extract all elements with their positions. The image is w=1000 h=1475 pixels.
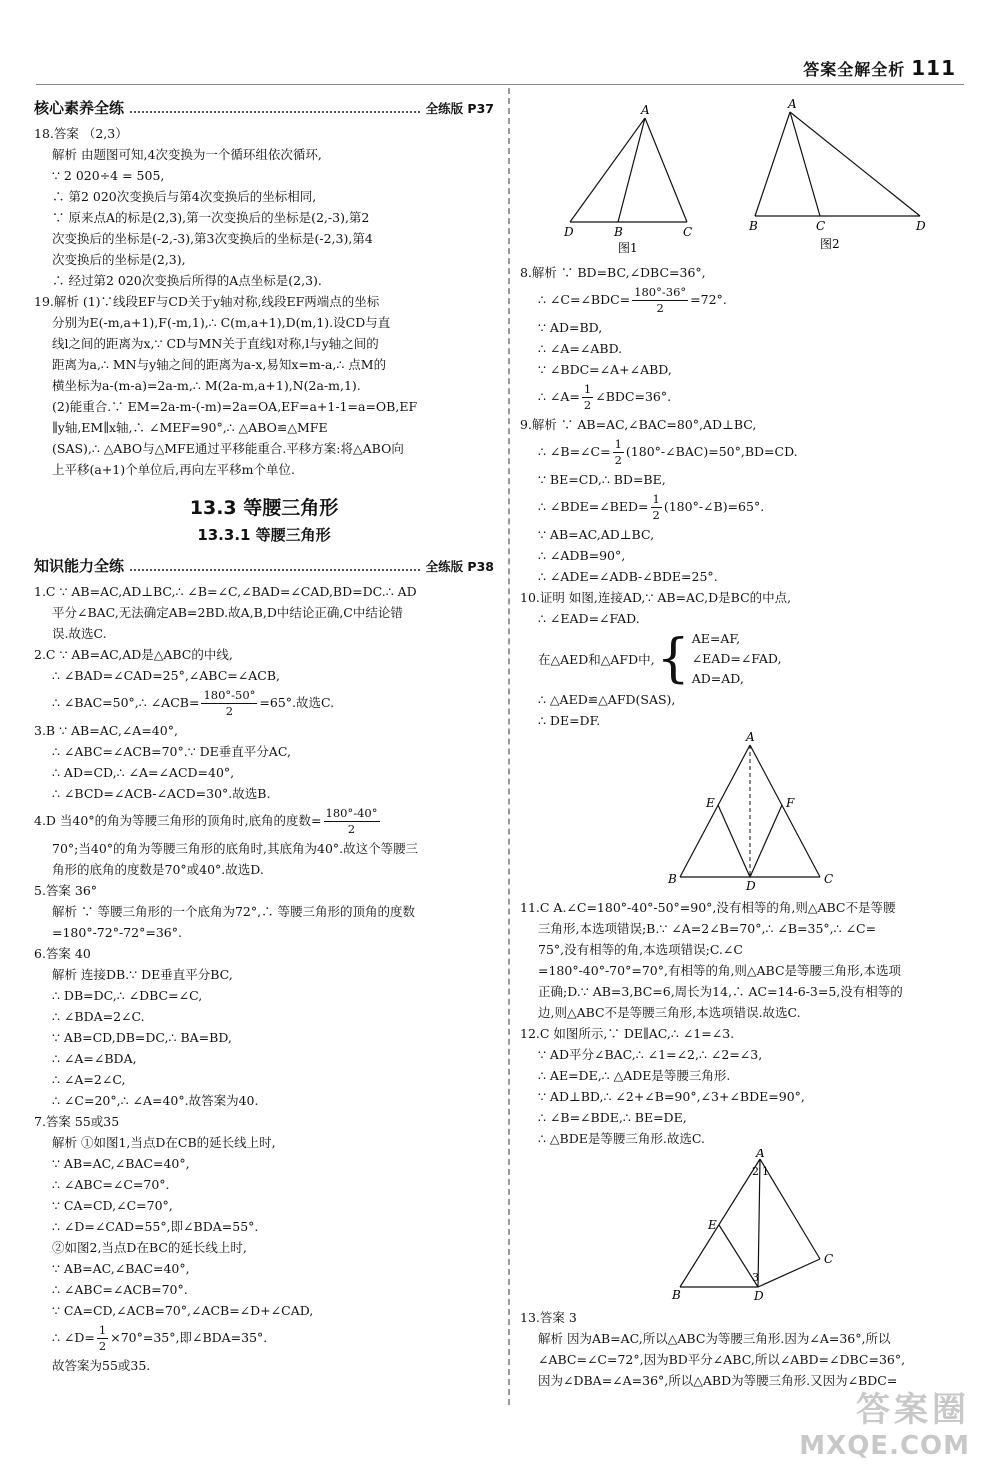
text-line: ∵ 原来点A的标是(2,3),第一次变换后的坐标是(2,-3),第2 [52,210,370,225]
text-line: ∵ AB=CD,DB=DC,∴ BA=BD, [52,1030,232,1045]
point-label: B [668,872,677,886]
fraction [324,806,380,837]
answer-2 [34,644,494,720]
point-label: E [706,796,715,810]
answer-7 [34,1111,494,1376]
text-line: 70°;当40°的角为等腰三角形的底角时,其底角为40°.故这个等腰三 [52,841,419,856]
text-line: 次变换后的坐标是(2,3), [52,252,186,267]
figure-4-diagram [520,1149,968,1301]
text-line: 11.C A.∠C=180°-40°-50°=90°,没有相等的角,则△ABC不是等腰 [520,900,896,915]
leader-dots [130,561,420,571]
text-line: 9.解析 ∵ AB=AC,∠BAC=80°,AD⊥BC, [520,417,757,432]
text-line: ∥y轴,EM∥x轴,∴ ∠MEF=90°,∴ △ABO≌△MFE [52,420,328,435]
figures-1-2 [520,96,968,256]
text-span: =65°.故选C. [259,695,335,710]
answer-8 [520,262,968,414]
section-label: 知识能力全练 [34,557,125,575]
point-label: B [614,225,623,239]
page-header [803,56,956,80]
text-line: 12.C 如图所示,∵ DE∥AC,∴ ∠1=∠3. [520,1026,735,1041]
text-line: 边,则△ABC不是等腰三角形,本选项错误.故选C. [538,1005,801,1020]
watermark-line: 答案圈 [856,1390,970,1430]
point-label: A [746,731,755,744]
text-line: ∵ 2 020÷4 = 505, [52,168,165,183]
text-line: 8.解析 ∵ BD=BC,∠DBC=36°, [520,265,706,280]
answer-12 [520,1023,968,1149]
text-line: 误.故选C. [52,626,107,641]
text-line: ∵ AD=BD, [538,320,603,335]
text-line: 解析 因为AB=AC,所以△ABC为等腰三角形.因为∠A=36°,所以 [538,1331,891,1346]
text-span: ∴ ∠BAC=50°,∴ ∠ACB= [52,695,200,710]
text-line: ②如图2,当点D在BC的延长线上时, [52,1240,247,1255]
formula-line [34,686,494,720]
section-header-core [34,98,494,119]
answer-11 [520,897,968,1023]
text-line: ∴ ∠A=∠ABD. [538,341,623,356]
text-line: 平分∠BAC,无法确定AB=2BD.故A,B,D中结论正确,C中结论错 [52,605,403,620]
numerator: 180°-36° [634,285,687,299]
text-line: 75°,没有相等的角,本选项错误;C.∠C [538,942,743,957]
text-span: ∴ ∠C=∠BDC= [538,292,631,307]
text-line: ∵ AD⊥BD,∴ ∠2+∠B=90°,∠3+∠BDE=90°, [538,1089,805,1104]
case-line: AE=AF, [691,631,741,646]
watermark [799,1382,970,1461]
text-line: ∴ AE=DE,∴ △ADE是等腰三角形. [538,1068,731,1083]
text-line: 线l之间的距离为x,∵ CD与MN关于直线l对称,l与y轴之间的 [52,336,379,351]
answer-10 [520,587,968,731]
angle-label: 1 [762,1165,769,1178]
text-line: =180°-40°-70°=70°,有相等的角,则△ABC是等腰三角形,本选项 [538,963,902,978]
text-line: ∴ ∠D=∠CAD=55°,即∠BDA=55°. [52,1219,259,1234]
text-line: 2.C ∵ AB=AC,AD是△ABC的中线, [34,647,233,662]
text-line: ∵ BE=CD,∴ BD=BE, [538,472,666,487]
text-span: ∴ ∠D= [52,1330,95,1345]
figure-caption: 图2 [820,237,840,251]
section-ref: 全练版 P38 [425,559,494,574]
denominator: 2 [614,453,622,467]
text-line: ∴ ∠ADE=∠ADB-∠BDE=25°. [538,569,718,584]
point-label: B [672,1288,681,1301]
text-line: ∴ ∠BCD=∠ACB-∠ACD=30°.故选B. [52,786,271,801]
text-line: ∠ABC=∠C=72°,因为BD平分∠ABC,所以∠ABD=∠DBC=36°, [538,1352,906,1367]
text-line: ∴ DB=DC,∴ ∠DBC=∠C, [52,988,203,1003]
text-line: 解析 连接DB.∵ DE垂直平分BC, [52,967,233,982]
answer-4 [34,804,494,880]
angle-label: 2 [752,1165,759,1178]
text-line: 解析 ∵ 等腰三角形的一个底角为72°,∴ 等腰三角形的顶角的度数 [52,904,416,919]
text-line: ∴ ∠BAD=∠CAD=25°,∠ABC=∠ACB, [52,668,280,683]
text-line: ∴ ∠ABC=∠ACB=70°. [52,1282,188,1297]
answer-19 [34,291,494,480]
point-label: F [786,796,795,810]
fraction [582,382,593,413]
point-label: C [683,225,693,239]
text-line: =180°-72°-72°=36°. [52,925,182,940]
text-line: ∴ 经过第2 020次变换后所得的A点坐标是(2,3). [52,273,322,288]
numerator: 1 [583,382,592,396]
text-span: ∠BDC=36°. [595,389,672,404]
figure-2-diagram [748,97,926,251]
answer-18 [34,123,494,291]
point-label: C [824,1252,834,1266]
text-line: ∴ ∠ABC=∠C=70°. [52,1177,170,1192]
text-line: 18.答案 （2,3） [34,126,128,141]
text-span: =72°. [690,292,727,307]
answer-5 [34,880,494,943]
denominator: 2 [347,822,356,836]
text-line: 横坐标为a-(m-a)=2a-m,∴ M(2a-m,a+1),N(2a-m,1). [52,378,361,393]
numerator: 180°-40° [325,806,378,820]
text-line: ∴ ∠ADB=90°, [538,548,626,563]
text-line: 距离为a,∴ MN与y轴之间的距离为a-x,易知x=m-a,∴ 点M的 [52,357,387,372]
text-line: 解析 ①如图1,当点D在CB的延长线上时, [52,1135,276,1150]
text-line: 19.解析 (1)∵线段EF与CD关于y轴对称,线段EF两端点的坐标 [34,294,380,309]
column-divider [508,88,510,1405]
text-line: ∴ AD=CD,∴ ∠A=∠ACD=40°, [52,765,235,780]
text-line: (SAS),∴ △ABO与△MFE通过平移能重合.平移方案:将△ABO向 [52,441,404,456]
point-label: A [756,1149,765,1160]
point-label: D [746,879,756,891]
text-span: ∴ ∠B=∠C= [538,444,611,459]
text-line: (2)能重合.∵ EM=2a-m-(-m)=2a=OA,EF=a+1-1=a=OB,EF [52,399,418,414]
case-lines [692,629,782,689]
text-line: ∵ CA=CD,∠ACB=70°,∠ACB=∠D+∠CAD, [52,1303,314,1318]
header-rule [36,84,964,85]
text-span: 4.D 当40°的角为等腰三角形的顶角时,底角的度数= [34,813,322,828]
numerator: 1 [652,492,660,506]
text-line: ∴ ∠B=∠BDE,∴ BE=DE, [538,1110,687,1125]
point-label: B [749,219,758,233]
angle-label: 3 [752,1271,759,1284]
answer-6 [34,943,494,1111]
answer-9 [520,414,968,587]
point-label: D [916,219,926,233]
text-line: 故答案为55或35. [52,1358,151,1373]
text-line: 13.答案 3 [520,1310,577,1325]
text-line: ∵ ∠BDC=∠A+∠ABD, [538,362,672,377]
text-line: 上平移(a+1)个单位后,再向左平移m个单位. [52,462,295,477]
denominator: 2 [583,398,592,412]
denominator: 2 [656,301,664,315]
left-column [34,96,494,1376]
text-line: 7.答案 55或35 [34,1114,120,1129]
section-label: 核心素养全练 [34,99,125,117]
formula-line [520,283,968,317]
text-line: ∵ CA=CD,∠C=70°, [52,1198,173,1213]
text-line: 次变换后的坐标是(-2,-3),第3次变换后的坐标是(-2,3),第4 [52,231,373,246]
fraction [201,688,257,719]
point-label: A [788,97,797,111]
numerator: 1 [614,437,622,451]
text-line: 因为∠DBA=∠A=36°,所以△ABD为等腰三角形.又因为∠BDC= [538,1373,898,1388]
point-label: D [564,225,574,239]
point-label: A [641,103,650,117]
figure-1-diagram [563,103,692,255]
text-line: ∴ ∠A=2∠C, [52,1072,126,1087]
text-line: ∴ △AED≌△AFD(SAS), [538,692,676,707]
formula-line [34,804,494,838]
subsection-title: 13.3.1 等腰三角形 [197,526,331,544]
formula-line [34,1321,494,1355]
text-line: ∵ AB=AC,AD⊥BC, [538,527,655,542]
formula-line [520,435,968,469]
text-line: 10.证明 如图,连接AD,∵ AB=AC,D是BC的中点, [520,590,792,605]
fraction [613,437,624,468]
header-title: 答案全解全析 [803,60,906,79]
text-line: 三角形,本选项错误;B.∵ ∠A=2∠B=70°,∴ ∠B=35°,∴ ∠C= [538,921,877,936]
text-line: ∴ ∠C=20°,∴ ∠A=40°.故答案为40. [52,1093,259,1108]
text-line: 6.答案 40 [34,946,91,961]
right-column [520,96,968,1391]
section-ref: 全练版 P37 [425,101,494,116]
text-line: 3.B ∵ AB=AC,∠A=40°, [34,723,178,738]
answer-1 [34,581,494,644]
chapter-title: 13.3 等腰三角形 [189,497,339,519]
page-number: 111 [911,56,956,80]
text-line: 1.C ∵ AB=AC,AD⊥BC,∴ ∠B=∠C,∠BAD=∠CAD,BD=DC.∴ AD [34,584,417,599]
text-line: ∴ ∠BDA=2∠C. [52,1009,145,1024]
point-label: C [824,872,834,886]
text-span: ×70°=35°,即∠BDA=35°. [110,1330,268,1345]
text-span: (180°-∠BAC)=50°,BD=CD. [625,444,798,459]
figure-3-diagram [520,731,968,891]
denominator: 2 [652,508,660,522]
point-label: C [816,219,826,233]
watermark-line: MXQE.COM [799,1431,970,1461]
text-line: ∴ ∠A=∠BDA, [52,1051,137,1066]
formula-line [520,490,968,524]
text-line: ∴ 第2 020次变换后与第4次变换后的坐标相同, [52,189,317,204]
leader-dots [130,103,420,113]
formula-line [520,380,968,414]
numerator: 1 [98,1323,107,1337]
answer-3 [34,720,494,804]
text-line: 正确;D.∵ AB=3,BC=6,周长为14,∴ AC=14-6-3=5,没有相等的 [538,984,903,999]
point-label: D [754,1289,764,1301]
text-line: ∴ DE=DF. [538,713,601,728]
numerator: 180°-50° [203,688,256,702]
text-span: 在△AED和△AFD中, [538,651,655,667]
left-brace: { [656,629,690,689]
answer-13 [520,1307,968,1391]
text-line: ∵ AD平分∠BAC,∴ ∠1=∠2,∴ ∠2=∠3, [538,1047,763,1062]
section-header-knowledge [34,556,494,577]
text-line: 解析 由题图可知,4次变换为一个循环组依次循环, [52,147,322,162]
denominator: 2 [98,1339,107,1353]
fraction [632,285,688,316]
fraction [651,492,662,523]
denominator: 2 [225,704,234,718]
text-line: 角形的底角的度数是70°或40°.故选D. [52,862,264,877]
text-line: ∴ ∠ABC=∠ACB=70°.∵ DE垂直平分AC, [52,744,291,759]
figure-caption: 图1 [618,241,638,255]
fraction [97,1323,108,1354]
text-span: ∴ ∠BDE=∠BED= [538,499,649,514]
text-line: ∵ AB=AC,∠BAC=40°, [52,1261,190,1276]
text-span: (180°-∠B)=65°. [663,499,765,514]
text-line: ∴ ∠EAD=∠FAD. [538,611,640,626]
case-system [538,629,968,689]
point-label: E [708,1218,717,1232]
text-span: ∴ ∠A= [538,389,580,404]
text-line: ∵ AB=AC,∠BAC=40°, [52,1156,190,1171]
text-line: 5.答案 36° [34,883,98,898]
case-line: ∠EAD=∠FAD, [691,651,782,666]
text-line: ∴ △BDE是等腰三角形.故选C. [538,1131,705,1146]
text-line: 分别为E(-m,a+1),F(-m,1),∴ C(m,a+1),D(m,1).设CD与直 [52,315,391,330]
case-line: AD=AD, [691,671,744,686]
